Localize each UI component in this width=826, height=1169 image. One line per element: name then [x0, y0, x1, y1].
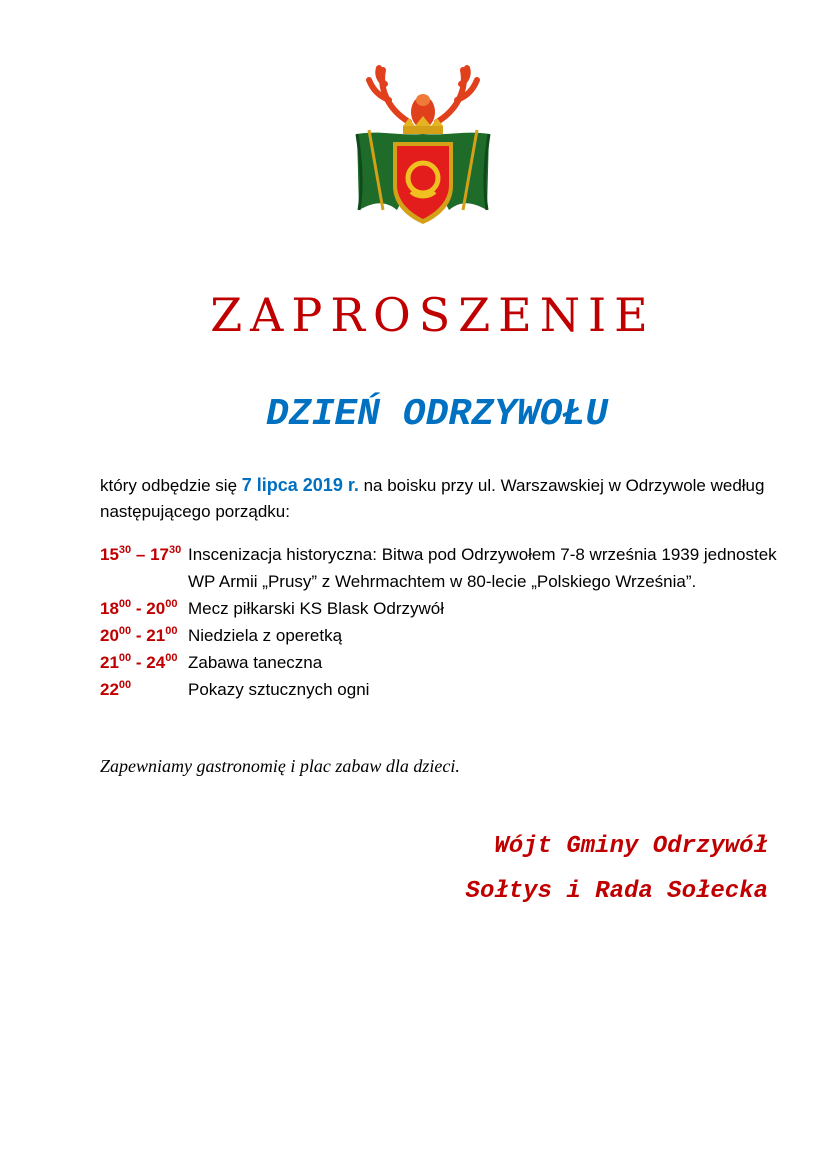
schedule-item [100, 595, 800, 622]
event-name: DZIEŃ ODRZYWOŁU [265, 393, 609, 436]
schedule-list [100, 541, 800, 703]
schedule-description: Zabawa taneczna [188, 653, 323, 672]
catering-note: Zapewniamy gastronomię i plac zabaw dla dzieci. [100, 756, 460, 776]
schedule-description: Niedziela z operetką [188, 626, 343, 645]
schedule-time: $18^{00} - 20^{00}$ [100, 598, 178, 618]
signature-block [466, 824, 768, 914]
event-date: 7 lipca 2019 r. [241, 475, 359, 495]
schedule-time: $21^{00} - 24^{00}$ [100, 652, 178, 672]
schedule-description: Inscenizacja historyczna: Bitwa pod Odrzywołem 7-8 września 1939 jednostek WP Armii „Prusy” z Wehrmachtem w 80-lecie „Polskiego Września”. [188, 545, 777, 591]
schedule-description: Pokazy sztucznych ogni [188, 680, 370, 699]
schedule-item [100, 676, 800, 703]
page-title: ZAPROSZENIE [210, 288, 656, 342]
intro-text-before: który odbędzie się [100, 476, 242, 495]
signature-line-2: Sołtys i Rada Sołecka [465, 878, 768, 905]
schedule-item [100, 649, 800, 676]
schedule-item [100, 541, 800, 595]
intro-text-after: na boisku przy ul. Warszawskiej w Odrzywole według następującego porządku: [100, 476, 765, 521]
coat-of-arms-icon [349, 60, 497, 232]
schedule-time: $15^{30} - 17^{30}$ [100, 544, 182, 564]
schedule-item [100, 622, 800, 649]
schedule-time: $20^{00} - 21^{00}$ [100, 625, 178, 645]
schedule-description: Mecz piłkarski KS Blask Odrzywół [188, 599, 445, 618]
intro-paragraph [100, 472, 800, 525]
schedule-time: $22^{00}$ [100, 679, 132, 699]
signature-line-1: Wójt Gminy Odrzywół [494, 833, 768, 860]
